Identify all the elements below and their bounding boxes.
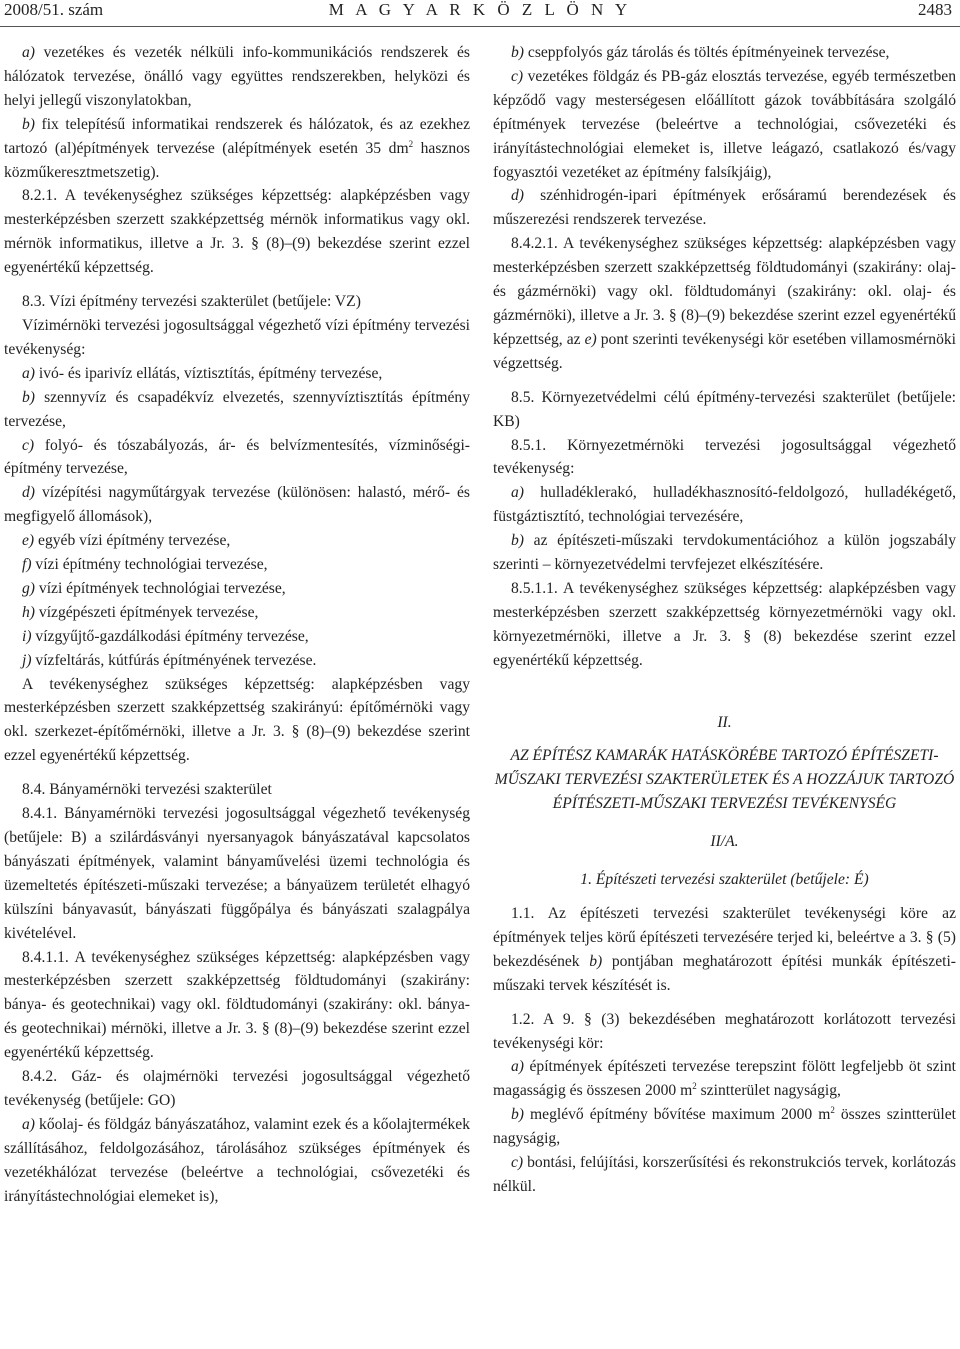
paragraph: b) fix telepítésű informatikai rendszerek és hálózatok, és az ezekhez tartozó (al)építmények tervezése (alépítmények esetén 35 $dm^2$ hasznos közműkeresztmetszetig). bbox=[4, 115, 470, 181]
list-item: b) meglévő építmény bővítése maximum 2000 $m^2$ összes szintterület nagyságig, bbox=[493, 1105, 956, 1148]
paragraph: 1.2. A 9. § (3) bekezdésében meghatározott korlátozott tervezési tevékenységi kör: bbox=[493, 1010, 956, 1052]
header-rule bbox=[0, 26, 960, 27]
list-item: c) folyó- és tószabályozás, ár- és belvízmentesítés, vízminőségi-építmény tervezése, bbox=[4, 436, 470, 478]
list-item: b) az építészeti-műszaki tervdokumentációhoz a külön jogszabály szerinti – környezetvédelmi tervfejezet elkészítésére. bbox=[493, 532, 956, 574]
issue-number: 2008/51. szám bbox=[4, 0, 104, 19]
list-item: i) vízgyűjtő-gazdálkodási építmény tervezése, bbox=[22, 627, 309, 645]
paragraph: 8.2.1. A tevékenységhez szükséges képzettség: alapképzésben vagy mesterképzésben szerzett szakképzettség mérnök informatikus vagy okl. mérnök informatikus, illetve a Jr. 3. § (8)–(9) bekezdése szerint ezzel egyenértékű képzettség. bbox=[4, 187, 470, 277]
paragraph: 8.5.1. Környezetmérnöki tervezési jogosultsággal végezhető tevékenység: bbox=[493, 436, 956, 478]
paragraph: A tevékenységhez szükséges képzettség: alapképzésben vagy mesterképzésben szerzett szakképzettség szakirányú: építőmérnöki vagy okl. szerkezet-építőmérnöki, illetve a Jr. 3. § (8)–(9) bekezdése szerint ezzel egyenértékű képzettség. bbox=[4, 675, 470, 765]
list-item: c) vezetékes földgáz és PB-gáz elosztás tervezése, egyéb természetben képződő vagy mesterségesen előállított gázok továbbítására szolgáló építmények tervezése (beleértve a technológiai, csővezetéki és irányítástechnológiai elemeket is, illetve leágazó, csatlakozó és/vagy fogyasztói vezetéket az építmény falsíkjáig), bbox=[493, 67, 956, 181]
list-item: e) egyéb vízi építmény tervezése, bbox=[22, 532, 231, 550]
page-number: 2483 bbox=[918, 0, 952, 19]
paragraph: 8.4.1. Bányamérnöki tervezési jogosultsággal végezhető tevékenység (betűjele: B) a szilárdásványi nyersanyagok bányászatával kapcsolatos bányászati építmények, valamint bányaművelési üzemi technológia és üzemeltetés építészeti-műszaki tervezése; a bányaüzem területét elhagyó külszíni bányavasút, bányászati függőpálya és bányászati szalagpálya kivételével. bbox=[4, 805, 470, 942]
paragraph: 1.1. Az építészeti tervezési szakterület tevékenységi köre az építmények teljes körű építészeti tervezésére terjed ki, beleértve a 3. § (5) bekezdésének b) pontjában meghatározott építési munkák építészeti-műszaki tervek készítését is. bbox=[493, 905, 956, 994]
list-item: a) hulladéklerakó, hulladékhasznosító-feldolgozó, hulladékégető, füstgáztisztító, technológiai tervezésére, bbox=[493, 484, 956, 526]
list-item: d) szénhidrogén-ipari építmények erősáramú berendezések és műszerezési rendszerek tervezése. bbox=[493, 187, 956, 229]
paragraph: 8.4.2.1. A tevékenységhez szükséges képzettség: alapképzésben vagy mesterképzésben szerzett szakképzettség földtudományi (szakirány: olaj- és gázmérnöki) vagy okl. földtudományi (szakirány: okl. olaj- és gázmérnöki), illetve a Jr. 3. § (8)–(9) bekezdése szerint ezzel egyenértékű képzettség, az e) pont szerinti tevékenységi kör esetében villamosmérnöki végzettség. bbox=[493, 235, 956, 372]
paragraph: 8.4.2. Gáz- és olajmérnöki tervezési jogosultsággal végezhető tevékenység (betűjele: GO) bbox=[4, 1068, 470, 1109]
section-heading: 1. Építészeti tervezési szakterület (betűjele: É) bbox=[580, 871, 869, 889]
section-heading: 8.3. Vízi építmény tervezési szakterület (betűjele: VZ) bbox=[22, 293, 361, 311]
part-title: AZ ÉPÍTÉSZ KAMARÁK HATÁSKÖRÉBE TARTOZÓ ÉPÍTÉSZETI-MŰSZAKI TERVEZÉSI SZAKTERÜLETEK ÉS A HOZZÁJUK TARTOZÓ ÉPÍTÉSZETI-MŰSZAKI TERVEZÉSI TEVÉKENYSÉG bbox=[494, 747, 955, 813]
paragraph: a) vezetékes és vezeték nélküli info-kommunikációs rendszerek és hálózatok tervezése, önálló vagy együttes rendszerekben, helyközi és helyi jellegű viszonylatokban, bbox=[4, 44, 470, 109]
list-item: a) kőolaj- és földgáz bányászatához, valamint ezek és a kőolajtermékek szállításához, feldolgozásához, tárolásához szükséges építmények és vezetékhálózat tervezése (beleértve a technológiai, csővezetéki és irányítástechnológiai elemeket is), bbox=[4, 1115, 470, 1205]
right-column bbox=[493, 41, 956, 1199]
paragraph: 8.4.1.1. A tevékenységhez szükséges képzettség: alapképzésben vagy mesterképzésben szerzett szakképzettség földtudományi (szakirány: bánya- és geotechnikai) vagy okl. földtudományi (szakirány: okl. bánya- és geotechnikai) mérnöki, illetve a Jr. 3. § (8)–(9) bekezdése szerint ezzel egyenértékű képzettség. bbox=[4, 948, 470, 1062]
list-item: h) vízgépészeti építmények tervezése, bbox=[22, 603, 259, 621]
list-item: a) építmények építészeti tervezése terepszint fölött legfeljebb öt szint magasságig és összesen 2000 $m^2$ szintterület nagyságig, bbox=[493, 1058, 956, 1100]
list-item: g) vízi építmények technológiai tervezése, bbox=[22, 579, 286, 597]
journal-title: M A G Y A R K Ö Z L Ö N Y bbox=[328, 0, 632, 19]
list-item: a) ivó- és iparivíz ellátás, víztisztítás, építmény tervezése, bbox=[22, 364, 383, 382]
section-heading: 8.4. Bányamérnöki tervezési szakterület bbox=[22, 781, 272, 799]
list-item: d) vízépítési nagyműtárgyak tervezése (különösen: halastó, mérő- és megfigyelő állomások), bbox=[4, 484, 470, 526]
list-item: c) bontási, felújítási, korszerűsítési és rekonstrukciós tervek, korlátozás nélkül. bbox=[493, 1154, 956, 1195]
list-item: j) vízfeltárás, kútfúrás építményének tervezése. bbox=[22, 651, 317, 669]
section-heading: 8.5. Környezetvédelmi célú építmény-tervezési szakterület (betűjele: KB) bbox=[493, 388, 956, 430]
page-header bbox=[0, 0, 960, 24]
part-number: II. bbox=[717, 713, 732, 731]
paragraph: Vízimérnöki tervezési jogosultsággal végezhető vízi építmény tervezési tevékenység: bbox=[4, 316, 470, 358]
paragraph: 8.5.1.1. A tevékenységhez szükséges képzettség: alapképzésben vagy mesterképzésben szerzett szakképzettség környezetmérnöki vagy okl. környezetmérnöki, illetve a Jr. 3. § (8) bekezdése szerint ezzel egyenértékű képzettség. bbox=[493, 579, 956, 669]
list-item: b) szennyvíz és csapadékvíz elvezetés, szennyvíztisztítás építmény tervezése, bbox=[4, 388, 470, 430]
list-item: b) cseppfolyós gáz tárolás és töltés építményeinek tervezése, bbox=[511, 44, 890, 61]
subpart-number: II/A. bbox=[710, 833, 739, 851]
list-item: f) vízi építmény technológiai tervezése, bbox=[22, 556, 268, 574]
left-column bbox=[4, 41, 470, 1209]
